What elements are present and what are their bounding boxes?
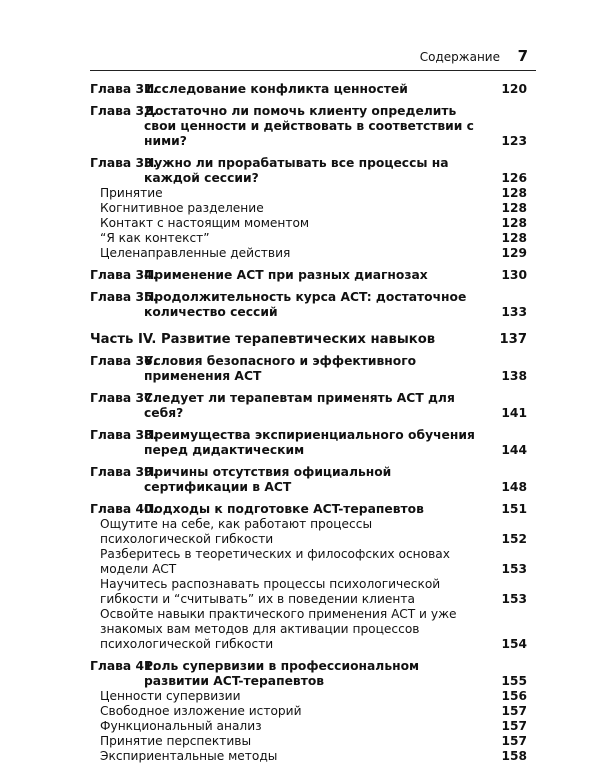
section-title: Целенаправленные действия [100,246,291,260]
toc-section-entry [90,734,536,749]
section-title: Ценности супервизии [100,689,241,703]
toc-page-number: 151 [501,502,527,516]
toc-section-entry [90,547,536,577]
chapter-title: Преимущества экспириенциального обучения перед дидактическим [144,428,475,457]
chapter-title: Продолжительность курса ACT: достаточное количество сессий [144,290,467,319]
section-title: Разберитесь в теоретических и философских основах модели ACT [100,547,450,576]
toc-page-number: 154 [501,637,527,651]
toc-page-number: 128 [501,231,527,245]
toc-chapter-entry [90,354,536,384]
toc-page-number: 157 [501,704,527,718]
toc-page-number: 138 [501,369,527,383]
toc-section-entry [90,517,536,547]
chapter-number: Глава 36. [90,354,158,368]
toc-page-number: 128 [501,201,527,215]
toc-page-number: 153 [501,592,527,606]
toc-chapter-entry [90,465,536,495]
toc-page-number: 141 [501,406,527,420]
toc-section-entry [90,246,536,261]
section-title: Научитесь распознавать процессы психологической гибкости и “считывать” их в поведении клиента [100,577,441,606]
toc-page-number: 133 [501,305,527,319]
toc-section-entry [90,186,536,201]
toc-page-number: 144 [501,443,527,457]
chapter-number: Глава 31. [90,82,158,96]
section-title: Ощутите на себе, как работают процессы психологической гибкости [100,517,373,546]
chapter-number: Глава 38. [90,428,158,442]
chapter-number: Глава 33. [90,156,158,170]
chapter-title: Следует ли терапевтам применять ACT для себя? [144,391,455,420]
toc-chapter-entry [90,156,536,186]
toc-section-entry [90,719,536,734]
chapter-title: Достаточно ли помочь клиенту определить свои ценности и действовать в соответствии с ними? [144,104,474,148]
part-title: Часть IV. Развитие терапевтических навыков [90,332,436,347]
toc-chapter-entry [90,391,536,421]
toc-section-entry [90,607,536,652]
toc-chapter-entry [90,290,536,320]
chapter-number: Глава 35. [90,290,158,304]
toc-chapter-entry [90,82,536,97]
toc-chapter-entry [90,659,536,689]
chapter-title: Исследование конфликта ценностей [144,82,408,96]
toc-page-number: 155 [501,674,527,688]
chapter-number: Глава 41. [90,659,158,673]
toc-page-number: 123 [501,134,527,148]
chapter-title: Причины отсутствия официальной сертификации в ACT [144,465,392,494]
toc-page-number: 152 [501,532,527,546]
toc-page-number: 157 [501,734,527,748]
chapter-number: Глава 40. [90,502,158,516]
page-number: 7 [517,47,528,65]
chapter-number: Глава 37. [90,391,158,405]
chapter-number: Глава 32. [90,104,158,118]
toc-page-number: 126 [501,171,527,185]
toc-chapter-entry [90,268,536,283]
chapter-title: Роль супервизии в профессиональном развитии ACT-терапевтов [144,659,420,688]
toc-section-entry [90,689,536,704]
toc-part-entry [90,332,536,347]
toc-page-number: 129 [501,246,527,260]
section-title: “Я как контекст” [100,231,210,245]
section-title: Экспириентальные методы [100,749,278,763]
toc-page-number: 130 [501,268,527,282]
running-header-title: Содержание [419,50,500,64]
toc-page-number: 156 [501,689,527,703]
toc-chapter-entry [90,428,536,458]
section-title: Свободное изложение историй [100,704,302,718]
toc-page-number: 148 [501,480,527,494]
toc-page-number: 128 [501,186,527,200]
section-title: Функциональный анализ [100,719,262,733]
chapter-title: Подходы к подготовке ACT-терапевтов [144,502,424,516]
toc-chapter-entry [90,502,536,517]
chapter-title: Условия безопасного и эффективного применения ACT [144,354,417,383]
section-title: Контакт с настоящим моментом [100,216,310,230]
toc-page-number: 153 [501,562,527,576]
section-title: Освойте навыки практического применения ACT и уже знакомых вам методов для активации процессов психологической гибкости [100,607,457,651]
section-title: Принятие [100,186,163,200]
toc-section-entry [90,749,536,764]
toc-section-entry [90,216,536,231]
toc-section-entry [90,231,536,246]
section-title: Когнитивное разделение [100,201,264,215]
chapter-number: Глава 34. [90,268,158,282]
toc-page-number: 128 [501,216,527,230]
toc-page-number: 157 [501,719,527,733]
toc-page-number: 137 [499,332,527,347]
section-title: Принятие перспективы [100,734,252,748]
running-header [90,46,536,71]
toc-chapter-entry [90,104,536,149]
toc-section-entry [90,577,536,607]
table-of-contents [90,82,536,764]
toc-section-entry [90,704,536,719]
toc-section-entry [90,201,536,216]
chapter-number: Глава 39. [90,465,158,479]
toc-page-number: 120 [501,82,527,96]
chapter-title: Нужно ли прорабатывать все процессы на каждой сессии? [144,156,449,185]
chapter-title: Применение ACT при разных диагнозах [144,268,428,282]
toc-page-number: 158 [501,749,527,763]
